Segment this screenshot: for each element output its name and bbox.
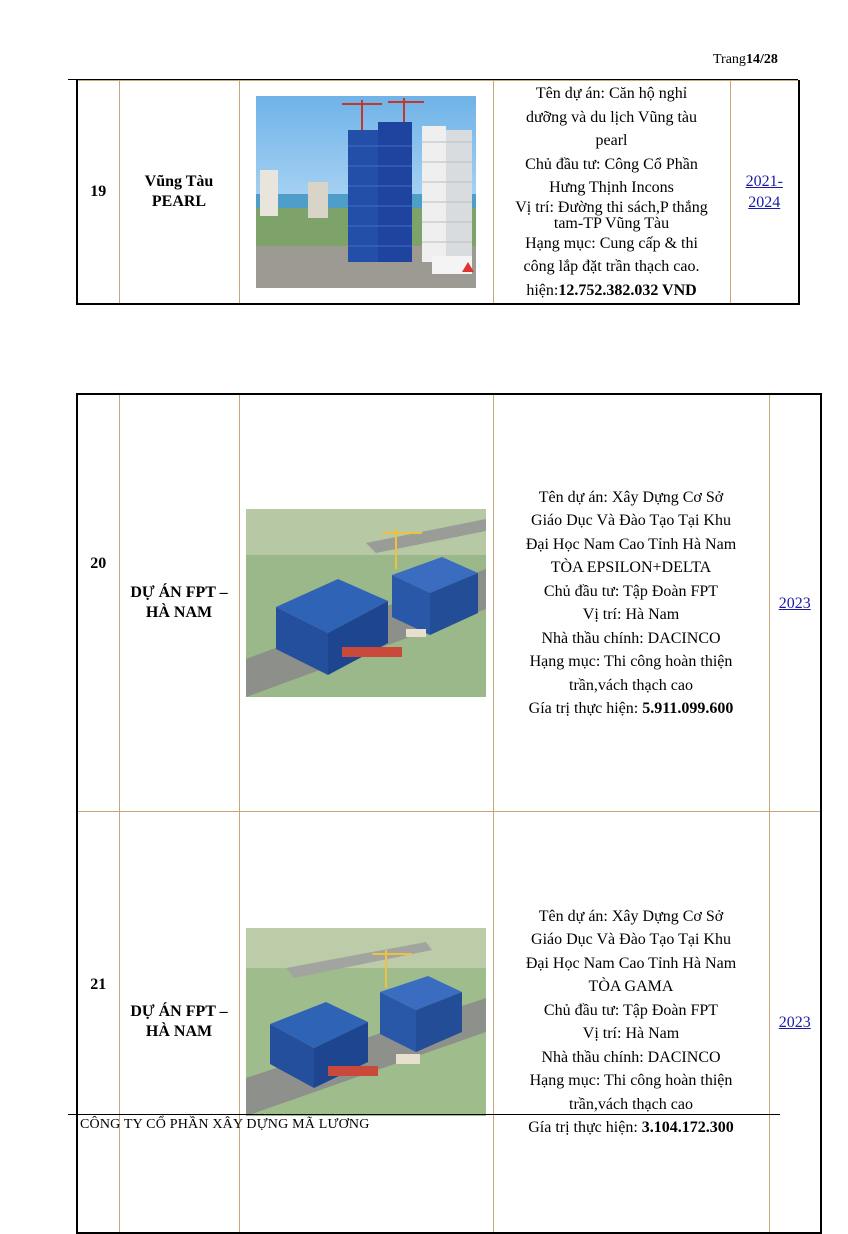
- project-year[interactable]: [730, 81, 799, 305]
- project-number: 21: [77, 812, 119, 1234]
- project-description: Tên dự án: Xây Dựng Cơ Sở Giáo Dục Và Đào Tạo Tại Khu Đại Học Nam Cao Tỉnh Hà Nam TÒA GAMA Chủ đầu tư: Tập Đoàn FPT Vị trí: Hà Nam Nhà thầu chính: DACINCO Hạng mục: Thi công hoàn thiện trần,vách thạch cao Gía trị thực hiện: 3.104.172.300: [493, 812, 769, 1234]
- project-number: 19: [77, 81, 119, 305]
- project-photo-cell: [239, 81, 493, 305]
- project-number: 20: [77, 394, 119, 812]
- table-row: [77, 394, 821, 812]
- project-photo-vung-tau: [256, 96, 476, 288]
- footer-rule: [68, 1114, 780, 1115]
- project-photo-cell: [239, 394, 493, 812]
- table-row: [77, 81, 799, 305]
- project-photo-fpt-gama: [246, 928, 486, 1116]
- project-value: 3.104.172.300: [641, 1119, 734, 1136]
- page-number: Trang14/28: [713, 52, 778, 67]
- project-photo-fpt-epsilon: [246, 509, 486, 697]
- project-year[interactable]: [769, 812, 821, 1234]
- table-row: [77, 812, 821, 1234]
- project-value: 5.911.099.600: [642, 700, 734, 717]
- project-year[interactable]: [769, 394, 821, 812]
- project-name: DỰ ÁN FPT – HÀ NAM: [119, 394, 239, 812]
- project-table-19: [76, 80, 800, 305]
- project-year-link[interactable]: 2021- 2024: [745, 173, 783, 211]
- project-value: 12.752.382.032 VND: [558, 281, 697, 299]
- project-name: Vũng Tàu PEARL: [119, 81, 239, 305]
- project-photo-cell: [239, 812, 493, 1234]
- footer-company: CÔNG TY CỔ PHẦN XÂY DỰNG MÃ LƯƠNG: [80, 1117, 370, 1132]
- project-description: Tên dự án: Xây Dựng Cơ Sở Giáo Dục Và Đào Tạo Tại Khu Đại Học Nam Cao Tỉnh Hà Nam TÒA EPSILON+DELTA Chủ đầu tư: Tập Đoàn FPT Vị trí: Hà Nam Nhà thầu chính: DACINCO Hạng mục: Thi công hoàn thiện trần,vách thạch cao Gía trị thực hiện: 5.911.099.600: [493, 394, 769, 812]
- project-table-20-21: [76, 393, 822, 1234]
- project-year-link[interactable]: 2023: [778, 594, 811, 612]
- project-name: DỰ ÁN FPT – HÀ NAM: [119, 812, 239, 1234]
- project-year-link[interactable]: 2023: [778, 1013, 811, 1031]
- project-description: Tên dự án: Căn hộ nghỉ dưỡng và du lịch Vũng tàu pearl Chủ đầu tư: Công Cổ Phần Hưng Thịnh Incons Vị trí: Đường thi sách,P thắng tam-TP Vũng Tàu Hạng mục: Cung cấp & thi công lắp đặt trần thạch cao. hiện:12.752.382.032 VND: [493, 81, 730, 305]
